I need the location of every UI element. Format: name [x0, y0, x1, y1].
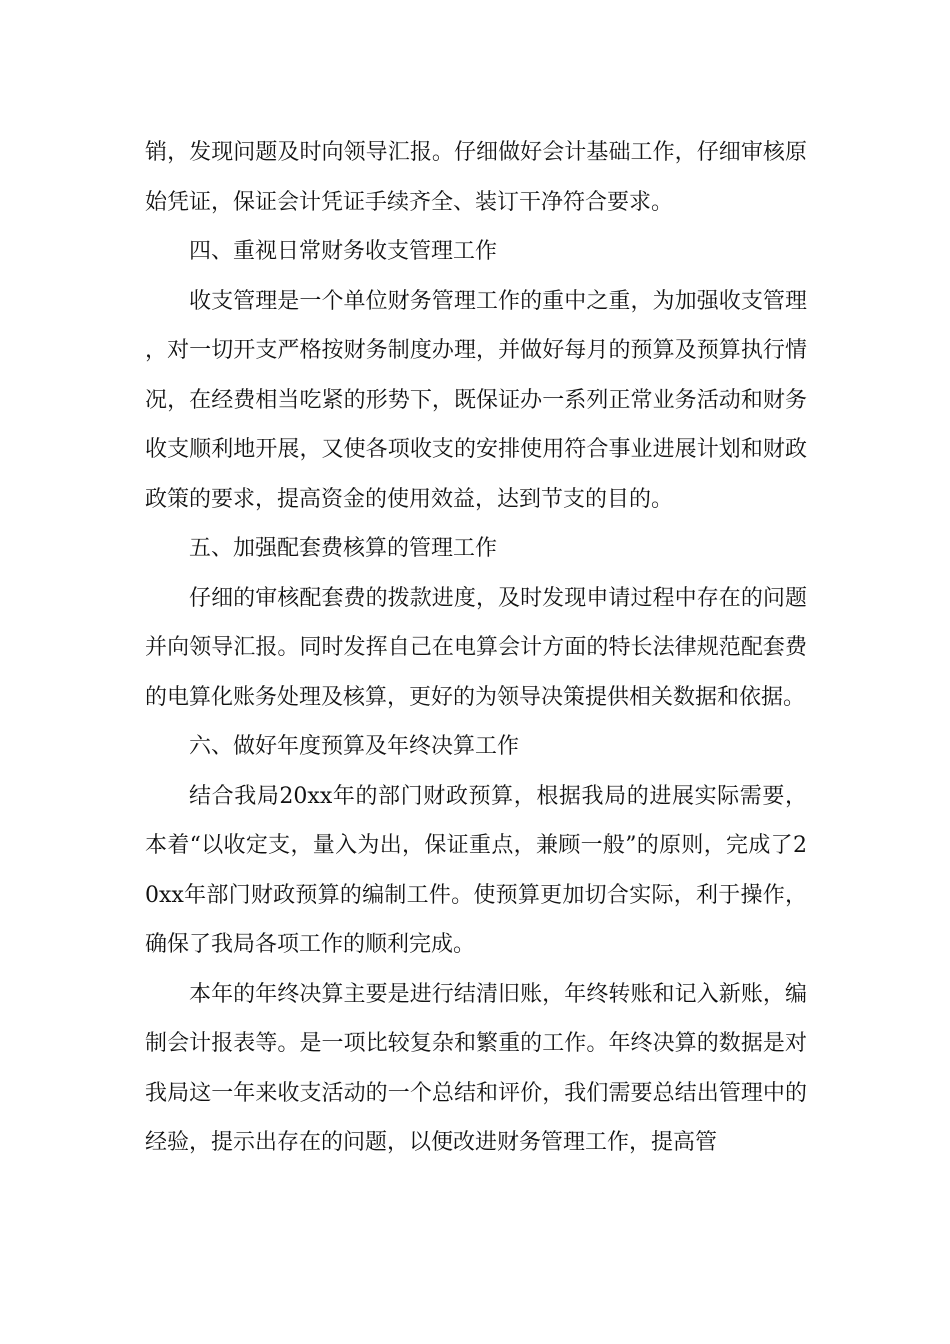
paragraph-income-expense: 收支管理是一个单位财务管理工作的重中之重，为加强收支管理，对一切开支严格按财务制度办理，并做好每月的预算及预算执行情况，在经费相当吃紧的形势下，既保证办一系列正常业务活动和财务收支顺利地开展，又使各项收支的安排使用符合事业进展计划和财政政策的要求，提高资金的使用效益，达到节支的目的。: [145, 288, 807, 512]
paragraph-final-accounts: 本年的年终决算主要是进行结清旧账，年终转账和记入新账，编制会计报表等。是一项比较复杂和繁重的工作。年终决算的数据是对我局这一年来收支活动的一个总结和评价，我们需要总结出管理中的经验，提示出存在的问题，以便改进财务管理工作，提高管: [145, 981, 807, 1155]
section-heading-6: 六、做好年度预算及年终决算工作: [189, 734, 520, 759]
paragraph-supporting-fees: 仔细的审核配套费的拨款进度，及时发现申请过程中存在的问题并向领导汇报。同时发挥自己在电算会计方面的特长法律规范配套费的电算化账务处理及核算，更好的为领导决策提供相关数据和依据。: [145, 585, 807, 710]
section-heading-5: 五、加强配套费核算的管理工作: [189, 536, 498, 561]
paragraph-budget: 结合我局20xx年的部门财政预算，根据我局的进展实际需要，本着“以收定支，量入为出，保证重点，兼顾一般”的原则，完成了20xx年部门财政预算的编制工件。使预算更加切合实际，利于操作，确保了我局各项工作的顺利完成。: [145, 783, 807, 957]
section-heading-4: 四、重视日常财务收支管理工作: [189, 239, 498, 264]
document-body: [145, 128, 807, 1168]
paragraph-continuation: 销，发现问题及时向领导汇报。仔细做好会计基础工作，仔细审核原始凭证，保证会计凭证手续齐全、装订干净符合要求。: [145, 140, 807, 215]
